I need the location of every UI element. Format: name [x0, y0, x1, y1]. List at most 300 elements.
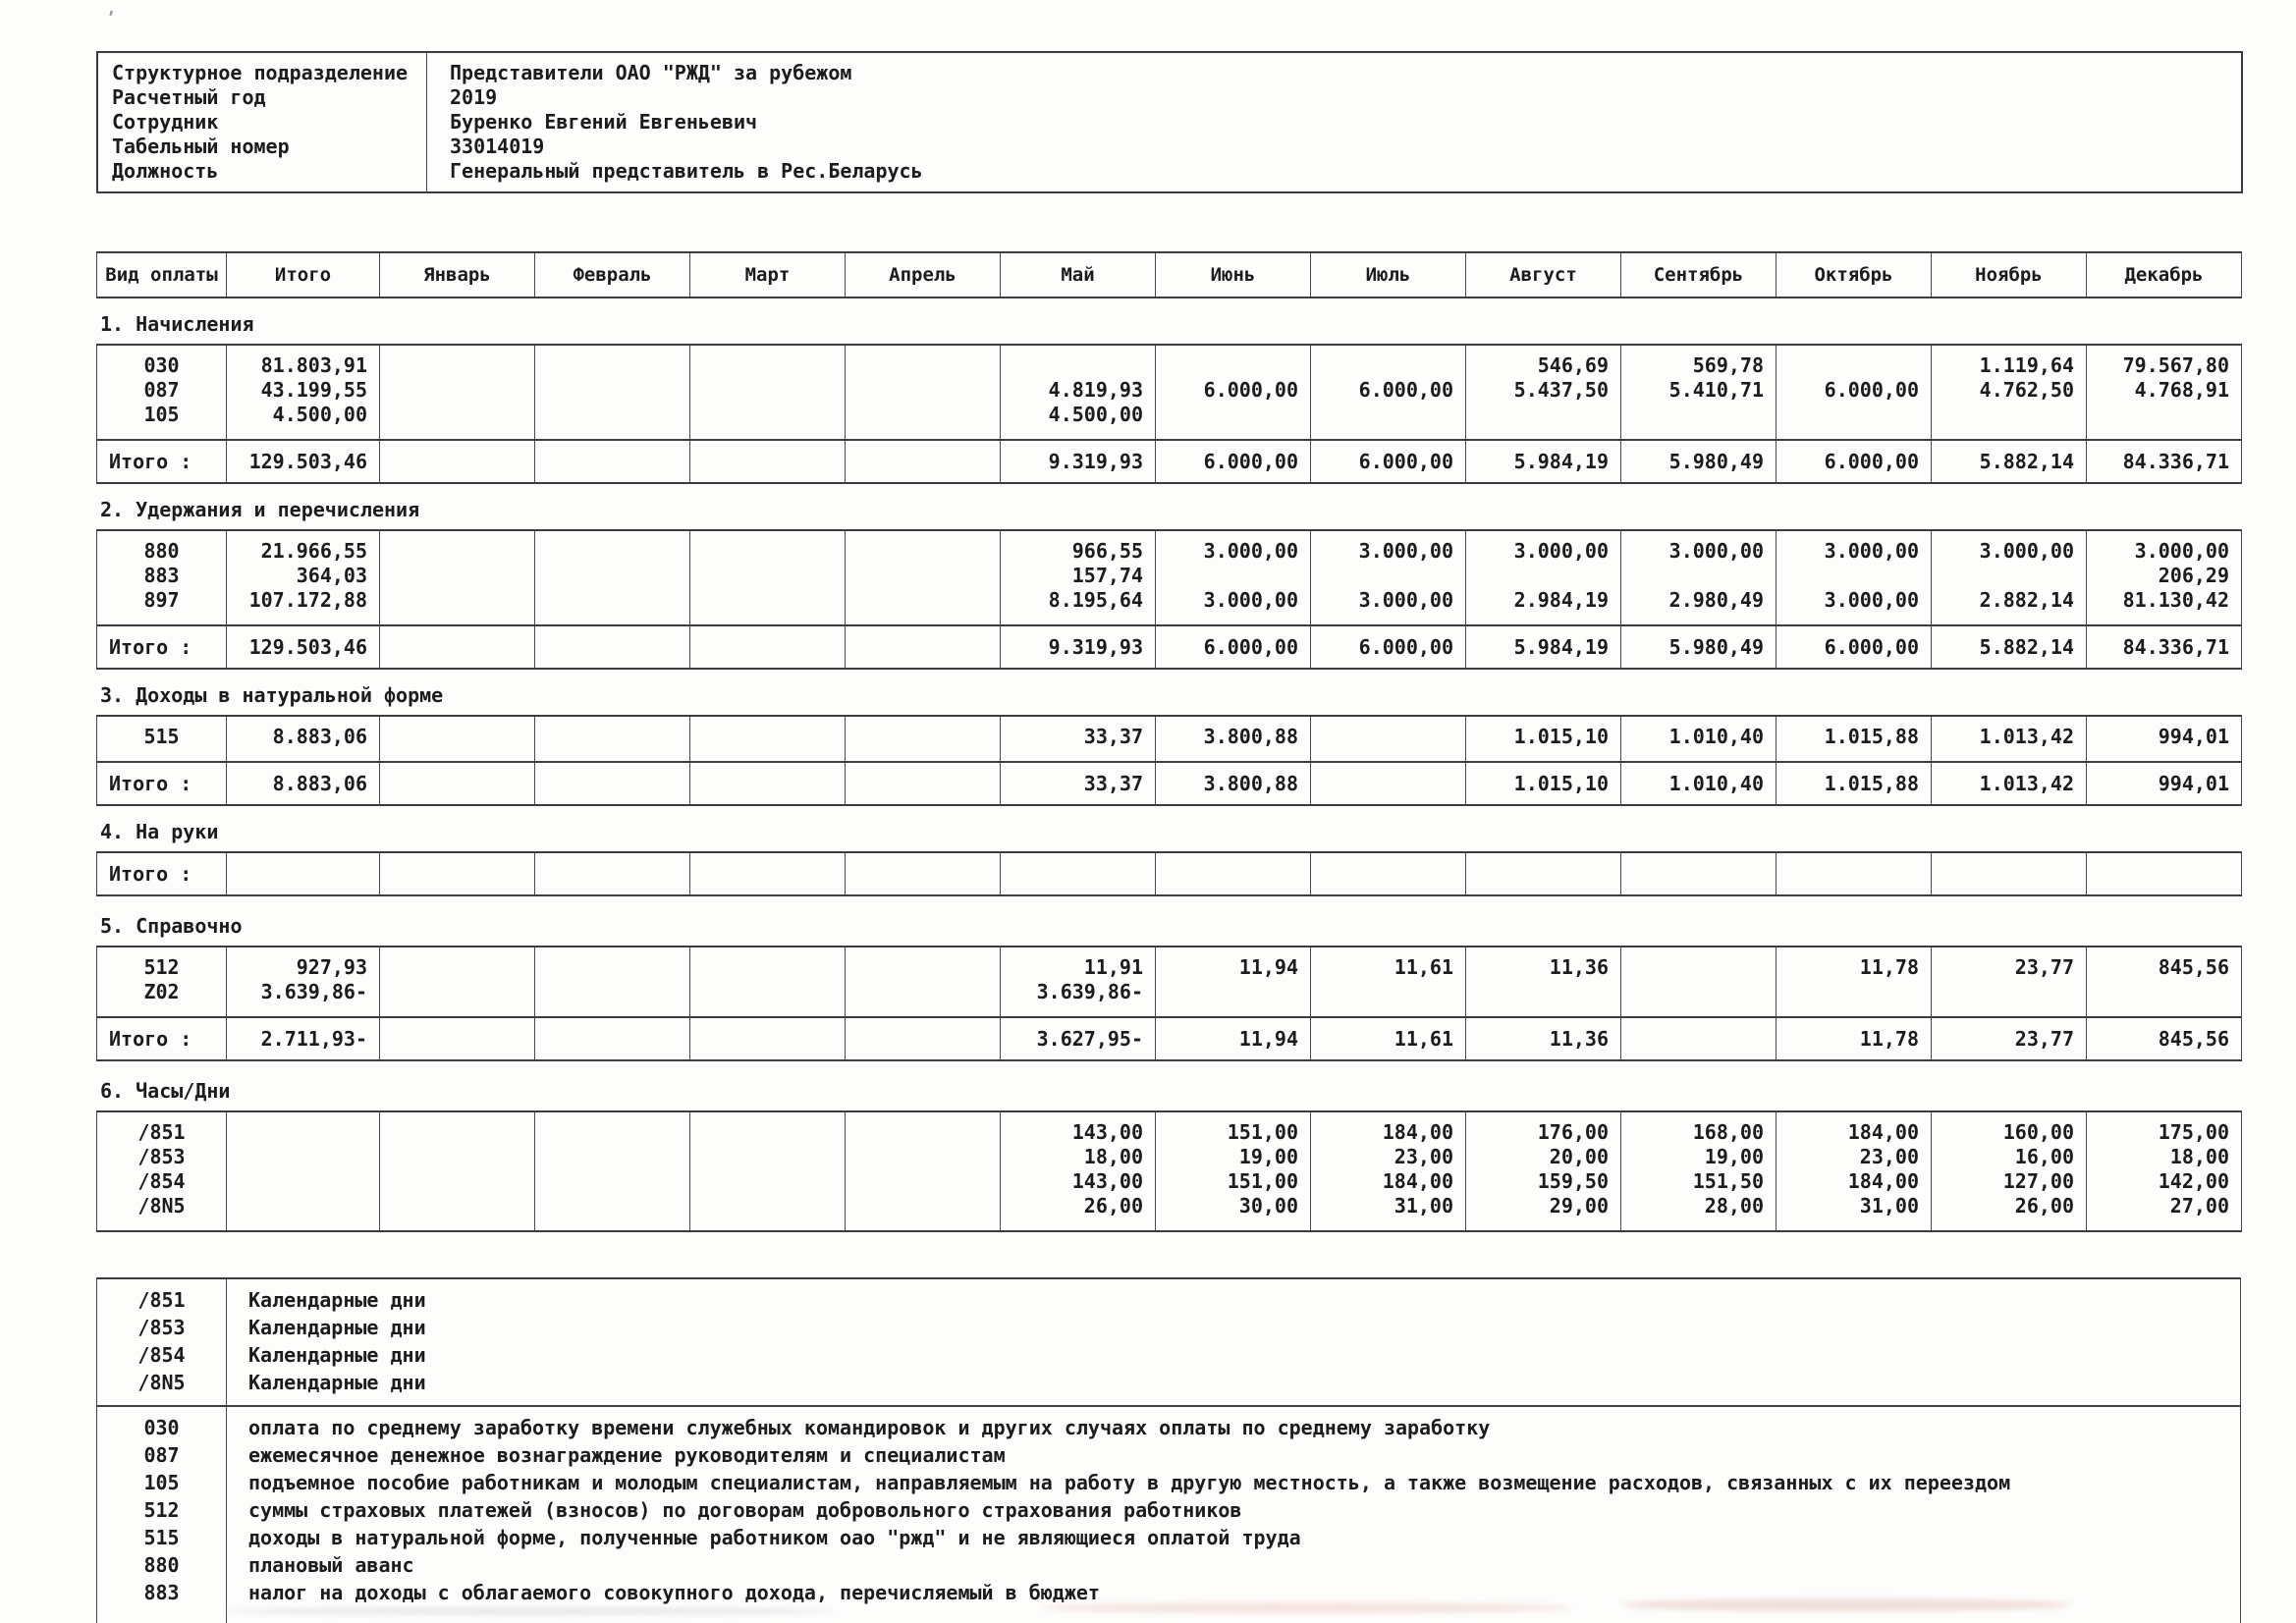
totals-month-cell	[380, 762, 535, 805]
month-amount-cell: 31,00	[1311, 1194, 1466, 1231]
legend-description-cell: суммы страховых платежей (взносов) по договорам добровольного страхования работников	[248, 1498, 1242, 1522]
month-amount-cell	[846, 345, 1001, 378]
legend-description-cell: оплата по среднему заработку времени служебных командировок и других случаях оплаты по среднему заработку	[248, 1416, 1491, 1439]
pay-code-cell: 897	[97, 588, 227, 625]
column-header-month: Сентябрь	[1621, 252, 1777, 298]
month-amount-cell	[1311, 980, 1466, 1017]
totals-month-cell: 6.000,00	[1311, 625, 1466, 669]
section-title: 2. Удержания и перечисления	[100, 498, 420, 521]
month-amount-cell	[535, 947, 690, 980]
totals-month-cell	[380, 440, 535, 483]
month-amount-cell: 23,00	[1777, 1145, 1932, 1169]
month-amount-cell	[690, 345, 846, 378]
month-amount-cell: 81.130,42	[2087, 588, 2242, 625]
month-amount-cell	[1311, 716, 1466, 762]
pay-code-row	[97, 716, 2242, 762]
month-amount-cell: 29,00	[1466, 1194, 1621, 1231]
month-amount-cell	[535, 1194, 690, 1231]
legend-code-cell: /851	[97, 1278, 227, 1314]
info-row	[98, 85, 2241, 110]
totals-month-cell: 994,01	[2087, 762, 2242, 805]
legend-description-cell: плановый аванс	[248, 1553, 414, 1577]
legend-row	[97, 1369, 2241, 1406]
month-amount-cell: 5.410,71	[1621, 378, 1777, 403]
totals-month-cell: 1.015,10	[1466, 762, 1621, 805]
pay-code-row	[97, 588, 2242, 625]
totals-month-cell: 1.013,42	[1932, 762, 2087, 805]
month-amount-cell: 143,00	[1001, 1169, 1156, 1194]
month-amount-cell: 184,00	[1777, 1169, 1932, 1194]
month-amount-cell: 151,00	[1156, 1111, 1311, 1145]
totals-month-cell	[846, 1017, 1001, 1060]
month-amount-cell: 143,00	[1001, 1111, 1156, 1145]
month-amount-cell: 19,00	[1621, 1145, 1777, 1169]
month-amount-cell	[380, 716, 535, 762]
pay-code-cell: 030	[97, 345, 227, 378]
month-amount-cell	[1001, 345, 1156, 378]
month-amount-cell: 994,01	[2087, 716, 2242, 762]
scan-artifact	[1041, 1602, 1571, 1613]
month-amount-cell	[2087, 403, 2242, 440]
month-amount-cell	[1621, 980, 1777, 1017]
month-amount-cell	[846, 1169, 1001, 1194]
info-row	[98, 61, 2241, 85]
payroll-sections	[96, 251, 2241, 1232]
month-amount-cell	[380, 1111, 535, 1145]
pay-code-row	[97, 1145, 2242, 1169]
pay-code-row	[97, 345, 2242, 378]
totals-label: Итого :	[97, 852, 227, 895]
month-amount-cell	[846, 403, 1001, 440]
month-amount-cell	[846, 716, 1001, 762]
month-amount-cell	[535, 378, 690, 403]
month-amount-cell	[690, 403, 846, 440]
month-amount-cell	[690, 530, 846, 564]
month-amount-cell: 28,00	[1621, 1194, 1777, 1231]
totals-month-cell	[535, 1017, 690, 1060]
month-amount-cell	[1466, 564, 1621, 588]
month-amount-cell	[380, 345, 535, 378]
month-amount-cell	[690, 980, 846, 1017]
section-totals-row	[97, 1017, 2242, 1060]
totals-month-cell: 1.010,40	[1621, 762, 1777, 805]
month-amount-cell: 3.000,00	[1621, 530, 1777, 564]
totals-month-cell	[380, 625, 535, 669]
totals-month-cell	[535, 762, 690, 805]
month-amount-cell: 3.000,00	[1777, 588, 1932, 625]
column-header-row	[96, 251, 2242, 298]
totals-month-cell	[690, 852, 846, 895]
pay-code-cell: /853	[97, 1145, 227, 1169]
pay-code-row	[97, 1111, 2242, 1145]
hours-legend-table	[96, 1277, 2241, 1407]
pay-code-row	[97, 1194, 2242, 1231]
totals-month-cell	[535, 440, 690, 483]
month-amount-cell: 546,69	[1466, 345, 1621, 378]
pay-code-row	[97, 403, 2242, 440]
month-amount-cell	[535, 345, 690, 378]
month-amount-cell	[535, 980, 690, 1017]
totals-month-cell	[690, 625, 846, 669]
section-totals-row	[97, 625, 2242, 669]
pay-code-cell: 883	[97, 564, 227, 588]
month-amount-cell: 4.762,50	[1932, 378, 2087, 403]
totals-month-cell	[846, 852, 1001, 895]
info-label: Структурное подразделение	[112, 61, 409, 84]
month-amount-cell	[690, 588, 846, 625]
legend-code-cell: 883	[97, 1579, 227, 1623]
totals-month-cell: 3.627,95-	[1001, 1017, 1156, 1060]
section-totals-row	[97, 762, 2242, 805]
column-header-month: Март	[690, 252, 846, 298]
employee-info-rows	[98, 61, 2241, 184]
month-amount-cell: 184,00	[1311, 1169, 1466, 1194]
month-amount-cell: 160,00	[1932, 1111, 2087, 1145]
totals-month-cell: 6.000,00	[1777, 625, 1932, 669]
totals-month-cell: 3.800,88	[1156, 762, 1311, 805]
month-amount-cell: 2.882,14	[1932, 588, 2087, 625]
total-amount-cell: 8.883,06	[227, 716, 380, 762]
month-amount-cell: 31,00	[1777, 1194, 1932, 1231]
totals-label: Итого :	[97, 762, 227, 805]
total-amount-cell: 3.639,86-	[227, 980, 380, 1017]
section-title: 5. Справочно	[100, 914, 243, 938]
legend-code-cell: /8N5	[97, 1369, 227, 1406]
month-amount-cell: 18,00	[1001, 1145, 1156, 1169]
totals-month-cell	[535, 625, 690, 669]
month-amount-cell	[380, 403, 535, 440]
pay-code-cell: 880	[97, 530, 227, 564]
month-amount-cell: 845,56	[2087, 947, 2242, 980]
month-amount-cell: 2.980,49	[1621, 588, 1777, 625]
totals-month-cell: 11,78	[1777, 1017, 1932, 1060]
total-amount-cell: 21.966,55	[227, 530, 380, 564]
month-amount-cell: 16,00	[1932, 1145, 2087, 1169]
month-amount-cell	[690, 1169, 846, 1194]
legend-code-cell: /854	[97, 1341, 227, 1369]
section-table	[96, 344, 2242, 484]
column-header-cells	[97, 252, 2242, 298]
section-totals-row	[97, 440, 2242, 483]
month-amount-cell	[380, 378, 535, 403]
month-amount-cell: 11,36	[1466, 947, 1621, 980]
totals-month-cell: 5.984,19	[1466, 625, 1621, 669]
month-amount-cell	[846, 530, 1001, 564]
total-amount-cell: 4.500,00	[227, 403, 380, 440]
totals-month-cell	[846, 762, 1001, 805]
column-header-total: Итого	[227, 252, 380, 298]
month-amount-cell: 79.567,80	[2087, 345, 2242, 378]
totals-month-cell	[535, 852, 690, 895]
month-amount-cell: 3.000,00	[2087, 530, 2242, 564]
month-amount-cell: 19,00	[1156, 1145, 1311, 1169]
pay-code-row	[97, 530, 2242, 564]
totals-month-cell	[380, 852, 535, 895]
legend-description-cell: доходы в натуральной форме, полученные работником оао "ржд" и не являющиеся оплатой труда	[248, 1526, 1301, 1549]
month-amount-cell: 175,00	[2087, 1111, 2242, 1145]
totals-month-cell: 9.319,93	[1001, 625, 1156, 669]
totals-month-cell	[1621, 852, 1777, 895]
month-amount-cell	[1156, 980, 1311, 1017]
month-amount-cell	[1466, 403, 1621, 440]
totals-month-cell: 11,94	[1156, 1017, 1311, 1060]
totals-month-cell: 6.000,00	[1311, 440, 1466, 483]
totals-month-cell: 1.015,88	[1777, 762, 1932, 805]
month-amount-cell: 3.000,00	[1466, 530, 1621, 564]
month-amount-cell: 11,78	[1777, 947, 1932, 980]
month-amount-cell: 1.010,40	[1621, 716, 1777, 762]
month-amount-cell	[1932, 564, 2087, 588]
totals-month-cell	[380, 1017, 535, 1060]
month-amount-cell	[535, 588, 690, 625]
month-amount-cell: 18,00	[2087, 1145, 2242, 1169]
month-amount-cell: 6.000,00	[1777, 378, 1932, 403]
month-amount-cell	[1311, 345, 1466, 378]
totals-month-cell	[690, 440, 846, 483]
month-amount-cell: 8.195,64	[1001, 588, 1156, 625]
month-amount-cell	[380, 530, 535, 564]
info-label: Должность	[112, 159, 219, 183]
totals-month-cell: 5.882,14	[1932, 625, 2087, 669]
totals-month-cell: 33,37	[1001, 762, 1156, 805]
column-header-pay-type: Вид оплаты	[97, 252, 227, 298]
totals-label: Итого :	[97, 1017, 227, 1060]
pay-code-cell: Z02	[97, 980, 227, 1017]
month-amount-cell: 966,55	[1001, 530, 1156, 564]
totals-month-cell	[1466, 852, 1621, 895]
month-amount-cell	[380, 564, 535, 588]
totals-label: Итого :	[97, 625, 227, 669]
month-amount-cell	[1311, 564, 1466, 588]
pay-code-cell: /8N5	[97, 1194, 227, 1231]
section-table	[96, 946, 2242, 1061]
totals-month-cell	[1156, 852, 1311, 895]
month-amount-cell	[380, 1169, 535, 1194]
totals-month-cell: 84.336,71	[2087, 625, 2242, 669]
totals-month-cell	[690, 762, 846, 805]
month-amount-cell	[380, 1194, 535, 1231]
legend-description-cell: Календарные дни	[248, 1288, 426, 1312]
month-amount-cell: 30,00	[1156, 1194, 1311, 1231]
totals-amount-cell: 2.711,93-	[227, 1017, 380, 1060]
month-amount-cell: 5.437,50	[1466, 378, 1621, 403]
info-label: Табельный номер	[112, 135, 290, 158]
legend-row	[97, 1469, 2241, 1496]
month-amount-cell	[846, 588, 1001, 625]
pay-code-cell: /854	[97, 1169, 227, 1194]
totals-month-cell	[1777, 852, 1932, 895]
month-amount-cell	[846, 947, 1001, 980]
month-amount-cell: 6.000,00	[1311, 378, 1466, 403]
totals-amount-cell: 129.503,46	[227, 625, 380, 669]
month-amount-cell: 11,94	[1156, 947, 1311, 980]
month-amount-cell	[846, 980, 1001, 1017]
pay-code-row	[97, 947, 2242, 980]
column-header-month: Май	[1001, 252, 1156, 298]
totals-month-cell: 5.882,14	[1932, 440, 2087, 483]
legend-description-cell: Календарные дни	[248, 1316, 426, 1339]
month-amount-cell: 569,78	[1621, 345, 1777, 378]
legend-row	[97, 1314, 2241, 1341]
totals-month-cell: 5.984,19	[1466, 440, 1621, 483]
info-value: Представители ОАО "РЖД" за рубежом	[450, 61, 852, 84]
legend-description-cell: ежемесячное денежное вознаграждение руководителям и специалистам	[248, 1443, 1006, 1467]
month-amount-cell: 1.013,42	[1932, 716, 2087, 762]
month-amount-cell	[1156, 403, 1311, 440]
legend-row	[97, 1496, 2241, 1524]
month-amount-cell	[535, 1111, 690, 1145]
month-amount-cell: 3.000,00	[1932, 530, 2087, 564]
legend-code-cell: 105	[97, 1469, 227, 1496]
column-header-month: Февраль	[535, 252, 690, 298]
month-amount-cell	[535, 530, 690, 564]
total-amount-cell: 81.803,91	[227, 345, 380, 378]
month-amount-cell	[535, 403, 690, 440]
month-amount-cell	[1777, 564, 1932, 588]
month-amount-cell	[535, 716, 690, 762]
month-amount-cell	[1621, 403, 1777, 440]
month-amount-cell	[535, 1169, 690, 1194]
totals-month-cell: 84.336,71	[2087, 440, 2242, 483]
month-amount-cell	[1466, 980, 1621, 1017]
totals-month-cell: 9.319,93	[1001, 440, 1156, 483]
month-amount-cell	[1932, 980, 2087, 1017]
pay-code-row	[97, 1169, 2242, 1194]
totals-month-cell: 6.000,00	[1156, 440, 1311, 483]
info-row	[98, 110, 2241, 135]
month-amount-cell	[1156, 345, 1311, 378]
month-amount-cell	[690, 1194, 846, 1231]
month-amount-cell: 168,00	[1621, 1111, 1777, 1145]
month-amount-cell: 1.015,88	[1777, 716, 1932, 762]
info-row	[98, 135, 2241, 159]
month-amount-cell: 27,00	[2087, 1194, 2242, 1231]
month-amount-cell: 1.015,10	[1466, 716, 1621, 762]
column-header-month: Декабрь	[2087, 252, 2242, 298]
total-amount-cell	[227, 1145, 380, 1169]
month-amount-cell: 184,00	[1777, 1111, 1932, 1145]
month-amount-cell	[1311, 403, 1466, 440]
month-amount-cell	[1932, 403, 2087, 440]
month-amount-cell: 3.000,00	[1777, 530, 1932, 564]
info-value: Буренко Евгений Евгеньевич	[450, 110, 758, 134]
total-amount-cell: 107.172,88	[227, 588, 380, 625]
month-amount-cell	[380, 1145, 535, 1169]
pay-code-row	[97, 980, 2242, 1017]
legend-description-cell: Календарные дни	[248, 1371, 426, 1394]
totals-month-cell	[1311, 762, 1466, 805]
info-row	[98, 159, 2241, 184]
month-amount-cell	[1621, 564, 1777, 588]
section-totals-row	[97, 852, 2242, 895]
month-amount-cell: 26,00	[1001, 1194, 1156, 1231]
legend-row	[97, 1278, 2241, 1314]
section-title: 1. Начисления	[100, 312, 254, 336]
totals-month-cell: 6.000,00	[1777, 440, 1932, 483]
total-amount-cell	[227, 1169, 380, 1194]
month-amount-cell: 11,61	[1311, 947, 1466, 980]
section-title: 4. На руки	[100, 820, 219, 843]
month-amount-cell	[846, 1145, 1001, 1169]
month-amount-cell: 3.000,00	[1156, 530, 1311, 564]
month-amount-cell	[1156, 564, 1311, 588]
info-box-divider	[426, 53, 427, 191]
month-amount-cell	[1777, 980, 1932, 1017]
month-amount-cell: 151,00	[1156, 1169, 1311, 1194]
total-amount-cell: 364,03	[227, 564, 380, 588]
legend-code-cell: 087	[97, 1441, 227, 1469]
legend-code-cell: 515	[97, 1524, 227, 1551]
info-value: 33014019	[450, 135, 545, 158]
month-amount-cell: 176,00	[1466, 1111, 1621, 1145]
info-value: Генеральный представитель в Рес.Беларусь	[450, 159, 923, 183]
month-amount-cell: 3.000,00	[1311, 530, 1466, 564]
month-amount-cell: 159,50	[1466, 1169, 1621, 1194]
totals-month-cell	[846, 440, 1001, 483]
totals-month-cell: 23,77	[1932, 1017, 2087, 1060]
totals-month-cell	[1001, 852, 1156, 895]
month-amount-cell: 127,00	[1932, 1169, 2087, 1194]
legend-description-cell: Календарные дни	[248, 1343, 426, 1367]
month-amount-cell	[380, 947, 535, 980]
month-amount-cell: 184,00	[1311, 1111, 1466, 1145]
totals-amount-cell: 8.883,06	[227, 762, 380, 805]
pay-codes-legend-table	[96, 1407, 2241, 1623]
month-amount-cell	[846, 378, 1001, 403]
legend-row	[97, 1341, 2241, 1369]
total-amount-cell: 927,93	[227, 947, 380, 980]
column-header-month: Октябрь	[1777, 252, 1932, 298]
month-amount-cell	[690, 564, 846, 588]
month-amount-cell: 3.800,88	[1156, 716, 1311, 762]
section-title: 6. Часы/Дни	[100, 1079, 231, 1103]
total-amount-cell: 43.199,55	[227, 378, 380, 403]
totals-month-cell	[690, 1017, 846, 1060]
month-amount-cell	[380, 588, 535, 625]
legend-row	[97, 1524, 2241, 1551]
month-amount-cell: 4.768,91	[2087, 378, 2242, 403]
legend-code-cell: 512	[97, 1496, 227, 1524]
column-header-month: Июнь	[1156, 252, 1311, 298]
legend-description-cell: налог на доходы с облагаемого совокупного дохода, перечисляемый в бюджет	[248, 1581, 1100, 1604]
month-amount-cell	[2087, 980, 2242, 1017]
totals-month-cell: 5.980,49	[1621, 625, 1777, 669]
month-amount-cell: 3.639,86-	[1001, 980, 1156, 1017]
totals-amount-cell: 129.503,46	[227, 440, 380, 483]
legend-description-cell: подъемное пособие работникам и молодым специалистам, направляемым на работу в другую местность, а также возмещение расходов, связанных с их переездом	[248, 1471, 2011, 1494]
totals-month-cell: 5.980,49	[1621, 440, 1777, 483]
section-table	[96, 529, 2242, 670]
totals-month-cell: 11,36	[1466, 1017, 1621, 1060]
month-amount-cell: 1.119,64	[1932, 345, 2087, 378]
column-header-month: Январь	[380, 252, 535, 298]
month-amount-cell: 20,00	[1466, 1145, 1621, 1169]
totals-month-cell	[1932, 852, 2087, 895]
totals-label: Итого :	[97, 440, 227, 483]
employee-info-box	[96, 51, 2243, 193]
totals-amount-cell	[227, 852, 380, 895]
pay-code-cell: 515	[97, 716, 227, 762]
month-amount-cell	[1777, 403, 1932, 440]
pay-code-cell: /851	[97, 1111, 227, 1145]
totals-month-cell: 845,56	[2087, 1017, 2242, 1060]
column-header-month: Август	[1466, 252, 1621, 298]
totals-month-cell	[1311, 852, 1466, 895]
scan-artifact	[226, 1607, 835, 1615]
column-header-month: Июль	[1311, 252, 1466, 298]
month-amount-cell	[690, 1145, 846, 1169]
total-amount-cell	[227, 1111, 380, 1145]
